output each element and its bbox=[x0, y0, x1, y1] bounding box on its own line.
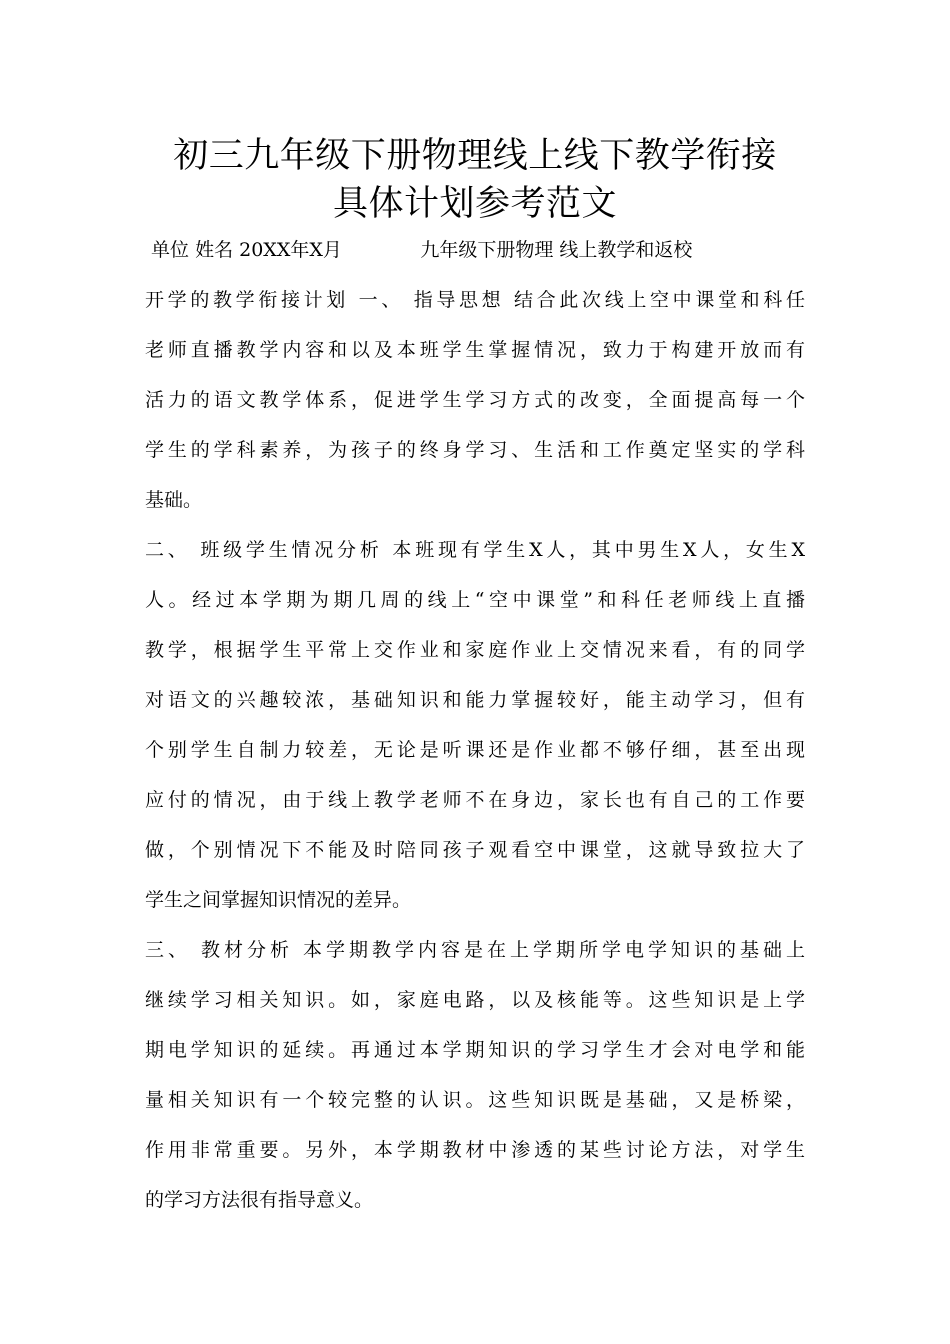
body-line: 三、 教材分析 本学期教学内容是在上学期所学电学知识的基础上 bbox=[145, 939, 805, 961]
body-line: 二、 班级学生情况分析 本班现有学生X人，其中男生X人，女生X bbox=[145, 539, 805, 561]
body-line: 活力的语文教学体系，促进学生学习方式的改变，全面提高每一个 bbox=[145, 389, 805, 411]
document-title-line-1: 初三九年级下册物理线上线下教学衔接 bbox=[173, 136, 777, 176]
body-line: 继续学习相关知识。如，家庭电路，以及核能等。这些知识是上学 bbox=[145, 989, 805, 1011]
body-line: 对语文的兴趣较浓，基础知识和能力掌握较好，能主动学习，但有 bbox=[145, 689, 805, 711]
body-line: 单位 姓名 20XX年X月 九年级下册物理 线上教学和返校 bbox=[145, 239, 693, 261]
body-line: 教学，根据学生平常上交作业和家庭作业上交情况来看，有的同学 bbox=[145, 639, 805, 661]
body-line: 学生的学科素养，为孩子的终身学习、生活和工作奠定坚实的学科 bbox=[145, 439, 805, 461]
body-line: 个别学生自制力较差，无论是听课还是作业都不够仔细，甚至出现 bbox=[145, 739, 805, 761]
body-line: 老师直播教学内容和以及本班学生掌握情况，致力于构建开放而有 bbox=[145, 339, 805, 361]
body-line: 量相关知识有一个较完整的认识。这些知识既是基础，又是桥梁， bbox=[145, 1089, 805, 1111]
body-line: 开学的教学衔接计划 一、 指导思想 结合此次线上空中课堂和科任 bbox=[145, 289, 805, 311]
document-title-line-2: 具体计划参考范文 bbox=[332, 184, 617, 224]
body-line: 的学习方法很有指导意义。 bbox=[145, 1189, 374, 1211]
body-line: 人。经过本学期为期几周的线上“空中课堂”和科任老师线上直播 bbox=[145, 589, 805, 611]
body-line: 作用非常重要。另外，本学期教材中渗透的某些讨论方法，对学生 bbox=[145, 1139, 805, 1161]
body-line: 基础。 bbox=[145, 489, 203, 511]
body-line: 应付的情况，由于线上教学老师不在身边，家长也有自己的工作要 bbox=[145, 789, 805, 811]
body-line: 做，个别情况下不能及时陪同孩子观看空中课堂，这就导致拉大了 bbox=[145, 839, 805, 861]
body-line: 学生之间掌握知识情况的差异。 bbox=[145, 889, 412, 911]
body-line: 期电学知识的延续。再通过本学期知识的学习学生才会对电学和能 bbox=[145, 1039, 805, 1061]
